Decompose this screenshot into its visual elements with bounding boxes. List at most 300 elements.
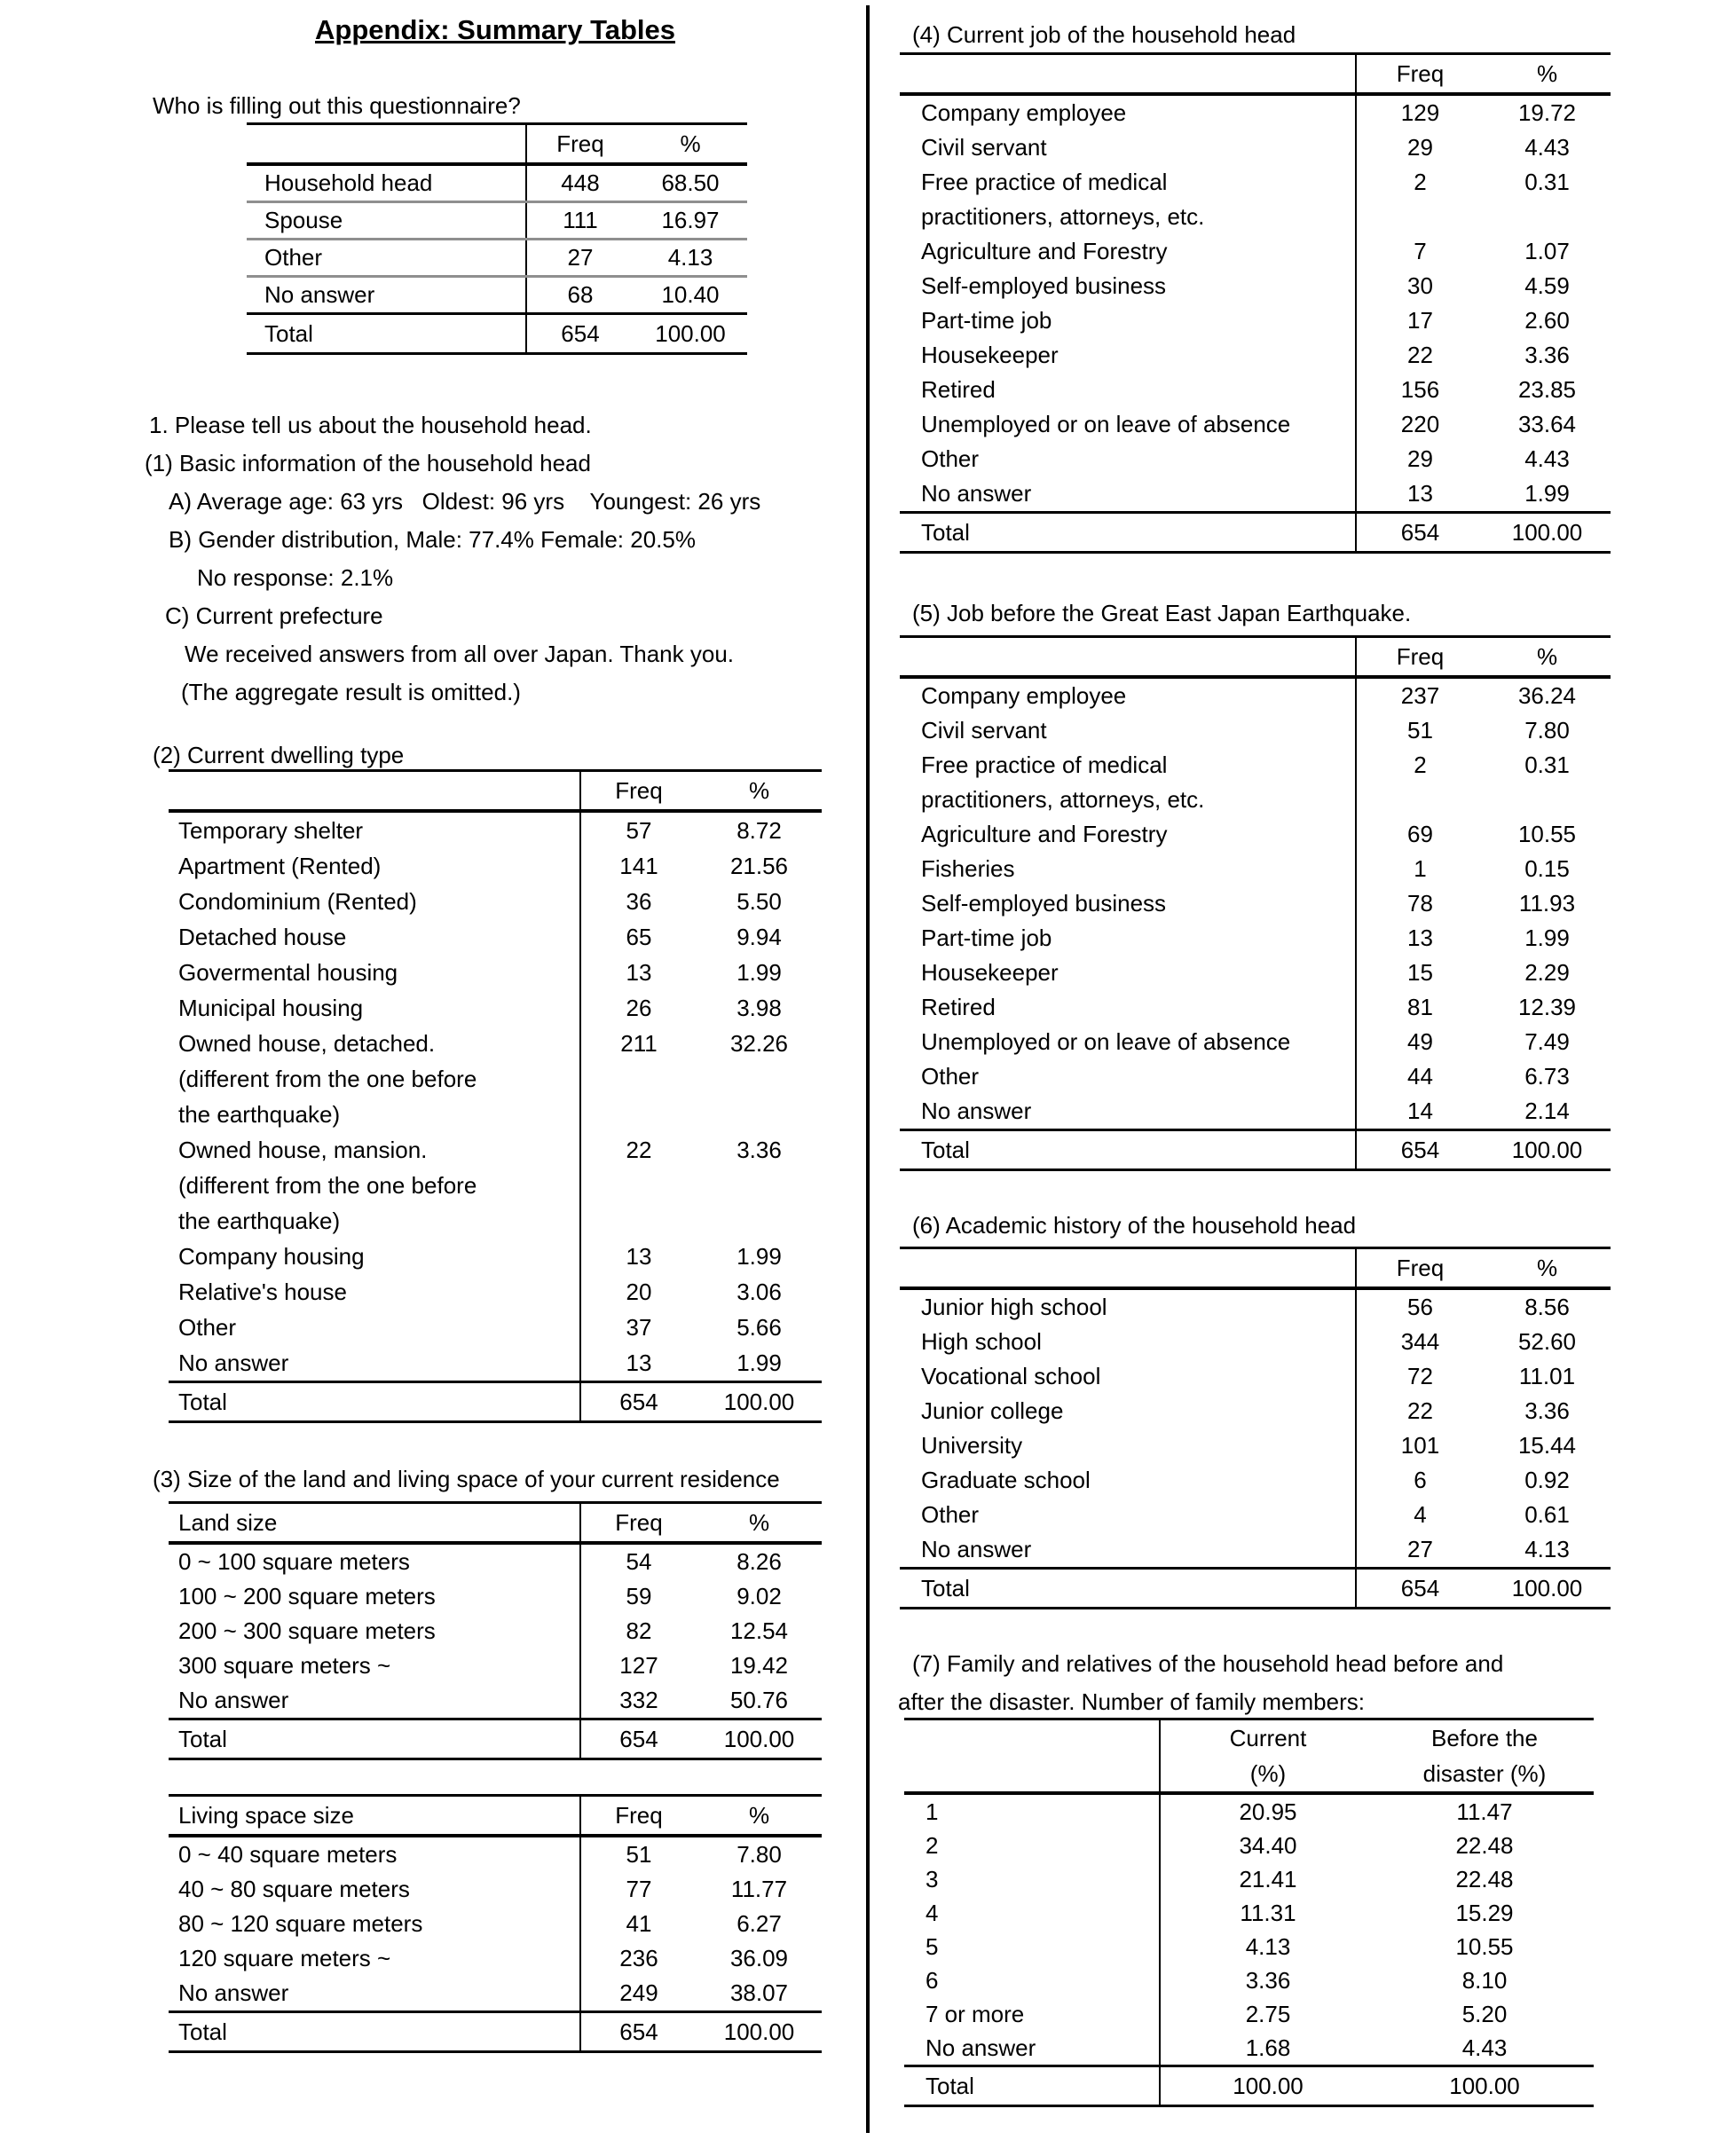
cell-value: 1.99 xyxy=(1524,480,1570,507)
dwelling-type-table xyxy=(169,769,822,1423)
section-7-heading-line1: (7) Family and relatives of the household head before and xyxy=(912,1650,1504,1677)
cell-value: 12.54 xyxy=(729,1617,789,1644)
cell-value: 82 xyxy=(626,1617,652,1644)
section1-line: B) Gender distribution, Male: 77.4% Female: 20.5% xyxy=(169,526,696,553)
table-row xyxy=(169,1274,822,1310)
cell-value: 14 xyxy=(1407,1098,1433,1124)
living-space-table xyxy=(169,1794,822,2053)
row-label: No answer xyxy=(169,1976,581,2010)
header-col: % xyxy=(680,130,701,157)
row-label: No answer xyxy=(247,278,527,312)
respondent-table xyxy=(247,122,747,355)
row-label: High school xyxy=(900,1325,1357,1359)
section-5-heading: (5) Job before the Great East Japan Earthquake. xyxy=(912,600,1412,626)
cell-value: 20 xyxy=(626,1279,652,1305)
table-header-row xyxy=(900,1249,1611,1290)
table-row xyxy=(900,817,1611,852)
table-total-row xyxy=(169,1381,822,1420)
table-row xyxy=(900,990,1611,1025)
header-col: Freq xyxy=(1396,1255,1445,1281)
cell-value: 6.73 xyxy=(1524,1063,1570,1090)
cell-value: 2 xyxy=(1414,751,1427,778)
cell-value: 77 xyxy=(626,1876,652,1902)
cell-value: 4.43 xyxy=(1524,134,1570,161)
row-label: No answer xyxy=(904,2031,1161,2065)
row-label: Self-employed business xyxy=(900,886,1357,921)
cell-value: 36.09 xyxy=(729,1945,789,1971)
cell-value: 4.13 xyxy=(1524,1536,1570,1562)
total-value: 100.00 xyxy=(723,1389,795,1415)
cell-value: 448 xyxy=(561,169,600,196)
row-label: Other xyxy=(169,1310,581,1345)
total-value: 654 xyxy=(1400,519,1440,546)
cell-value: 68.50 xyxy=(661,169,720,196)
cell-value: 78 xyxy=(1407,890,1433,917)
row-label: Housekeeper xyxy=(900,956,1357,990)
cell-value: 141 xyxy=(619,853,658,879)
total-value: 654 xyxy=(1400,1137,1440,1163)
row-label: 200 ~ 300 square meters xyxy=(169,1614,581,1648)
row-label: Junior high school xyxy=(900,1290,1357,1325)
table-row xyxy=(900,373,1611,407)
table-row xyxy=(900,407,1611,442)
row-label: 3 xyxy=(904,1862,1161,1896)
table-row xyxy=(169,1579,822,1614)
current-job-table xyxy=(900,52,1611,554)
row-label: Company employee xyxy=(900,679,1357,713)
cell-value: 156 xyxy=(1400,376,1440,403)
total-label: Total xyxy=(169,2013,581,2050)
row-label: Spouse xyxy=(247,203,527,238)
row-label: No answer xyxy=(169,1345,581,1381)
row-label: Detached house xyxy=(169,919,581,955)
intro-question: Who is filling out this questionnaire? xyxy=(153,92,521,119)
table-header-row xyxy=(169,1797,822,1837)
cell-value: 13 xyxy=(626,1243,652,1270)
header-col: Freq xyxy=(556,130,604,157)
table-row xyxy=(900,1094,1611,1129)
row-label: Free practice of medical practitioners, attorneys, etc. xyxy=(900,165,1357,234)
header-col: % xyxy=(1536,60,1558,87)
cell-value: 8.10 xyxy=(1461,1967,1508,1994)
table-row xyxy=(169,884,822,919)
cell-value: 51 xyxy=(626,1841,652,1868)
table-total-row xyxy=(247,312,747,352)
cell-value: 4.13 xyxy=(667,244,713,271)
row-label: Company housing xyxy=(169,1239,581,1274)
row-label: No answer xyxy=(900,1094,1357,1129)
column-divider-line xyxy=(866,5,870,2133)
cell-value: 0.31 xyxy=(1524,169,1570,195)
total-value: 654 xyxy=(1400,1575,1440,1601)
row-label: Agriculture and Forestry xyxy=(900,234,1357,269)
cell-value: 21.56 xyxy=(729,853,789,879)
cell-value: 3.98 xyxy=(736,995,782,1021)
table-header-row xyxy=(169,772,822,813)
table-row xyxy=(169,1132,822,1239)
total-value: 100.00 xyxy=(655,320,726,347)
table-row xyxy=(169,990,822,1026)
row-label: Junior college xyxy=(900,1394,1357,1428)
cell-value: 6.27 xyxy=(736,1910,782,1937)
cell-value: 4.13 xyxy=(1245,1933,1291,1960)
cell-value: 1.99 xyxy=(736,1243,782,1270)
section-3-heading: (3) Size of the land and living space of your current residence xyxy=(153,1466,780,1492)
table-row xyxy=(169,1545,822,1579)
cell-value: 5.50 xyxy=(736,888,782,915)
cell-value: 36.24 xyxy=(1517,682,1577,709)
cell-value: 49 xyxy=(1407,1028,1433,1055)
table-row xyxy=(169,1345,822,1381)
cell-value: 0.31 xyxy=(1524,751,1570,778)
total-value: 654 xyxy=(619,2018,658,2045)
table-row xyxy=(904,1963,1594,1997)
cell-value: 0.92 xyxy=(1524,1467,1570,1493)
row-label: Other xyxy=(900,1498,1357,1532)
cell-value: 36 xyxy=(626,888,652,915)
total-label: Total xyxy=(900,514,1357,551)
total-value: 100.00 xyxy=(1511,519,1583,546)
header-col: % xyxy=(1536,643,1558,670)
row-label: 40 ~ 80 square meters xyxy=(169,1872,581,1907)
table-row xyxy=(169,1872,822,1907)
header-label: Land size xyxy=(169,1504,581,1541)
header-col: Freq xyxy=(615,777,663,804)
cell-value: 21.41 xyxy=(1239,1866,1297,1892)
row-label: Graduate school xyxy=(900,1463,1357,1498)
table-header-row xyxy=(247,125,747,166)
total-label: Total xyxy=(169,1720,581,1758)
table-row xyxy=(900,1325,1611,1359)
cell-value: 13 xyxy=(1407,925,1433,951)
header-col: Freq xyxy=(615,1802,663,1829)
cell-value: 4.59 xyxy=(1524,272,1570,299)
table-row xyxy=(900,1059,1611,1094)
cell-value: 3.06 xyxy=(736,1279,782,1305)
row-label: Unemployed or on leave of absence xyxy=(900,1025,1357,1059)
total-value: 100.00 xyxy=(723,2018,795,2045)
header-col: % xyxy=(748,1802,770,1829)
cell-value: 57 xyxy=(626,817,652,844)
section1-line: (1) Basic information of the household head xyxy=(145,450,591,476)
row-label: Retired xyxy=(900,373,1357,407)
table-row xyxy=(169,848,822,884)
table-header-row xyxy=(900,55,1611,96)
table-row xyxy=(900,442,1611,476)
table-row xyxy=(900,96,1611,130)
row-label: 1 xyxy=(904,1795,1161,1829)
row-label: Vocational school xyxy=(900,1359,1357,1394)
cell-value: 12.39 xyxy=(1517,994,1577,1020)
row-label: Civil servant xyxy=(900,713,1357,748)
cell-value: 22 xyxy=(1407,342,1433,368)
table-row xyxy=(900,921,1611,956)
table-row xyxy=(247,238,747,275)
table-row xyxy=(900,303,1611,338)
academic-history-table xyxy=(900,1247,1611,1609)
row-label: 2 xyxy=(904,1829,1161,1862)
header-label xyxy=(900,1249,1357,1287)
cell-value: 1.99 xyxy=(736,1349,782,1376)
header-col: Before the disaster (%) xyxy=(1422,1725,1547,1787)
table-row xyxy=(169,1239,822,1274)
cell-value: 111 xyxy=(563,207,598,233)
cell-value: 332 xyxy=(619,1687,658,1713)
section-7-heading-line2: after the disaster. Number of family members: xyxy=(898,1688,1365,1715)
cell-value: 2.75 xyxy=(1245,2001,1291,2027)
cell-value: 249 xyxy=(619,1979,658,2006)
row-label: Other xyxy=(900,1059,1357,1094)
cell-value: 11.31 xyxy=(1240,1900,1296,1926)
total-label: Total xyxy=(904,2067,1161,2105)
cell-value: 0.61 xyxy=(1524,1501,1570,1528)
row-label: Self-employed business xyxy=(900,269,1357,303)
row-label: Owned house, detached. (different from the one before the earthquake) xyxy=(169,1026,581,1132)
table-row xyxy=(900,1394,1611,1428)
table-header-row xyxy=(904,1720,1594,1795)
cell-value: 1.07 xyxy=(1524,238,1570,264)
cell-value: 19.72 xyxy=(1517,99,1577,126)
cell-value: 3.36 xyxy=(1524,1397,1570,1424)
cell-value: 37 xyxy=(626,1314,652,1341)
table-row xyxy=(904,1862,1594,1896)
cell-value: 52.60 xyxy=(1517,1328,1577,1355)
total-value: 100.00 xyxy=(1511,1137,1583,1163)
table-row xyxy=(904,2031,1594,2065)
cell-value: 127 xyxy=(619,1652,658,1679)
cell-value: 2.29 xyxy=(1524,959,1570,986)
section1-line: We received answers from all over Japan. Thank you. xyxy=(185,641,734,667)
table-row xyxy=(900,1290,1611,1325)
header-col: Freq xyxy=(1396,643,1445,670)
cell-value: 7 xyxy=(1414,238,1427,264)
table-row xyxy=(247,201,747,238)
cell-value: 7.80 xyxy=(1524,717,1570,744)
right-column xyxy=(896,0,1725,2156)
header-col: % xyxy=(748,1509,770,1536)
row-label: Civil servant xyxy=(900,130,1357,165)
row-label: Relative's house xyxy=(169,1274,581,1310)
cell-value: 101 xyxy=(1400,1432,1440,1459)
row-label: Other xyxy=(247,240,527,275)
section1-line: 1. Please tell us about the household head. xyxy=(149,412,592,438)
table-row xyxy=(900,1025,1611,1059)
cell-value: 22.48 xyxy=(1455,1866,1514,1892)
cell-value: 344 xyxy=(1400,1328,1440,1355)
total-value: 654 xyxy=(619,1726,658,1752)
row-label: Apartment (Rented) xyxy=(169,848,581,884)
row-label: 4 xyxy=(904,1896,1161,1930)
cell-value: 10.40 xyxy=(661,281,720,308)
cell-value: 11.77 xyxy=(730,1876,788,1902)
table-row xyxy=(900,269,1611,303)
cell-value: 7.49 xyxy=(1524,1028,1570,1055)
section-4-heading: (4) Current job of the household head xyxy=(912,21,1296,48)
row-label: Municipal housing xyxy=(169,990,581,1026)
cell-value: 72 xyxy=(1407,1363,1433,1389)
section-7-heading xyxy=(898,1645,1504,1721)
cell-value: 16.97 xyxy=(661,207,720,233)
cell-value: 26 xyxy=(626,995,652,1021)
cell-value: 50.76 xyxy=(729,1687,789,1713)
cell-value: 3.36 xyxy=(736,1137,782,1163)
total-value: 100.00 xyxy=(1233,2073,1304,2099)
header-col: % xyxy=(1536,1255,1558,1281)
section-6-heading: (6) Academic history of the household head xyxy=(912,1212,1357,1239)
section1-line: C) Current prefecture xyxy=(165,602,383,629)
header-label: Living space size xyxy=(169,1797,581,1834)
cell-value: 7.80 xyxy=(736,1841,782,1868)
table-row xyxy=(900,1498,1611,1532)
cell-value: 15 xyxy=(1407,959,1433,986)
table-row xyxy=(900,338,1611,373)
table-row xyxy=(247,275,747,312)
cell-value: 68 xyxy=(567,281,594,308)
table-row xyxy=(169,919,822,955)
row-label: 7 or more xyxy=(904,1997,1161,2031)
table-row xyxy=(247,166,747,201)
cell-value: 8.72 xyxy=(736,817,782,844)
row-label: Retired xyxy=(900,990,1357,1025)
table-row xyxy=(904,1997,1594,2031)
cell-value: 220 xyxy=(1400,411,1440,437)
cell-value: 11.93 xyxy=(1518,890,1576,917)
cell-value: 2 xyxy=(1414,169,1427,195)
table-row xyxy=(169,1683,822,1718)
cell-value: 27 xyxy=(567,244,594,271)
cell-value: 51 xyxy=(1407,717,1433,744)
table-row xyxy=(900,1359,1611,1394)
cell-value: 30 xyxy=(1407,272,1433,299)
table-total-row xyxy=(169,1718,822,1758)
row-label: No answer xyxy=(900,476,1357,511)
row-label: Temporary shelter xyxy=(169,813,581,848)
header-col: Freq xyxy=(615,1509,663,1536)
table-row xyxy=(900,713,1611,748)
cell-value: 29 xyxy=(1407,134,1433,161)
section1-line: No response: 2.1% xyxy=(197,564,394,591)
cell-value: 211 xyxy=(620,1030,658,1057)
total-label: Total xyxy=(247,315,527,352)
row-label: 5 xyxy=(904,1930,1161,1963)
row-label: Household head xyxy=(247,166,527,201)
table-total-row xyxy=(904,2065,1594,2105)
cell-value: 22.48 xyxy=(1455,1832,1514,1859)
cell-value: 10.55 xyxy=(1517,821,1577,847)
cell-value: 1.99 xyxy=(1524,925,1570,951)
cell-value: 34.40 xyxy=(1239,1832,1297,1859)
cell-value: 8.56 xyxy=(1524,1294,1570,1320)
row-label: Housekeeper xyxy=(900,338,1357,373)
table-header-row xyxy=(900,638,1611,679)
land-size-table xyxy=(169,1501,822,1760)
cell-value: 1 xyxy=(1414,855,1427,882)
table-row xyxy=(169,1941,822,1976)
job-before-earthquake-table xyxy=(900,635,1611,1171)
row-label: 0 ~ 40 square meters xyxy=(169,1837,581,1872)
section-2-heading: (2) Current dwelling type xyxy=(153,742,405,768)
cell-value: 54 xyxy=(626,1548,652,1575)
page-title: Appendix: Summary Tables xyxy=(315,14,675,45)
table-row xyxy=(904,1795,1594,1829)
row-label: 120 square meters ~ xyxy=(169,1941,581,1976)
row-label: 100 ~ 200 square meters xyxy=(169,1579,581,1614)
section1-line: (The aggregate result is omitted.) xyxy=(181,679,521,705)
row-label: No answer xyxy=(900,1532,1357,1567)
cell-value: 65 xyxy=(626,924,652,950)
header-col: Current (%) xyxy=(1229,1725,1307,1787)
row-label: Part-time job xyxy=(900,303,1357,338)
table-total-row xyxy=(900,1567,1611,1607)
row-label: Owned house, mansion. (different from the one before the earthquake) xyxy=(169,1132,581,1239)
total-label: Total xyxy=(900,1131,1357,1168)
row-label: Agriculture and Forestry xyxy=(900,817,1357,852)
row-label: No answer xyxy=(169,1683,581,1718)
cell-value: 13 xyxy=(1407,480,1433,507)
total-value: 654 xyxy=(561,320,600,347)
cell-value: 11.47 xyxy=(1456,1798,1513,1825)
family-members-table xyxy=(904,1718,1594,2107)
table-row xyxy=(169,1976,822,2010)
table-row xyxy=(900,1532,1611,1567)
cell-value: 3.36 xyxy=(1245,1967,1291,1994)
table-row xyxy=(900,748,1611,817)
cell-value: 0.15 xyxy=(1524,855,1570,882)
cell-value: 56 xyxy=(1407,1294,1433,1320)
cell-value: 11.01 xyxy=(1518,1363,1576,1389)
table-row xyxy=(904,1930,1594,1963)
cell-value: 81 xyxy=(1407,994,1433,1020)
cell-value: 29 xyxy=(1407,445,1433,472)
cell-value: 1.68 xyxy=(1245,2034,1291,2061)
cell-value: 27 xyxy=(1407,1536,1433,1562)
cell-value: 17 xyxy=(1407,307,1433,334)
total-value: 100.00 xyxy=(1511,1575,1583,1601)
table-row xyxy=(900,886,1611,921)
header-col: % xyxy=(748,777,770,804)
table-row xyxy=(169,1648,822,1683)
total-label: Total xyxy=(900,1570,1357,1607)
row-label: 300 square meters ~ xyxy=(169,1648,581,1683)
cell-value: 69 xyxy=(1407,821,1433,847)
cell-value: 38.07 xyxy=(729,1979,789,2006)
row-label: University xyxy=(900,1428,1357,1463)
cell-value: 15.44 xyxy=(1517,1432,1577,1459)
total-value: 100.00 xyxy=(1449,2073,1520,2099)
header-label xyxy=(169,772,581,809)
header-label xyxy=(900,638,1357,675)
section1-line: A) Average age: 63 yrs Oldest: 96 yrs Youngest: 26 yrs xyxy=(169,488,761,515)
table-header-row xyxy=(169,1504,822,1545)
cell-value: 32.26 xyxy=(729,1030,789,1057)
cell-value: 9.02 xyxy=(736,1583,782,1609)
cell-value: 41 xyxy=(626,1910,652,1937)
row-label: 0 ~ 100 square meters xyxy=(169,1545,581,1579)
cell-value: 13 xyxy=(626,1349,652,1376)
row-label: Free practice of medical practitioners, attorneys, etc. xyxy=(900,748,1357,817)
cell-value: 5.20 xyxy=(1461,2001,1508,2027)
row-label: 80 ~ 120 square meters xyxy=(169,1907,581,1941)
cell-value: 129 xyxy=(1400,99,1440,126)
cell-value: 44 xyxy=(1407,1063,1433,1090)
cell-value: 2.14 xyxy=(1524,1098,1570,1124)
total-value: 100.00 xyxy=(723,1726,795,1752)
table-row xyxy=(900,130,1611,165)
row-label: Fisheries xyxy=(900,852,1357,886)
cell-value: 236 xyxy=(619,1945,658,1971)
row-label: Unemployed or on leave of absence xyxy=(900,407,1357,442)
table-row xyxy=(169,955,822,990)
